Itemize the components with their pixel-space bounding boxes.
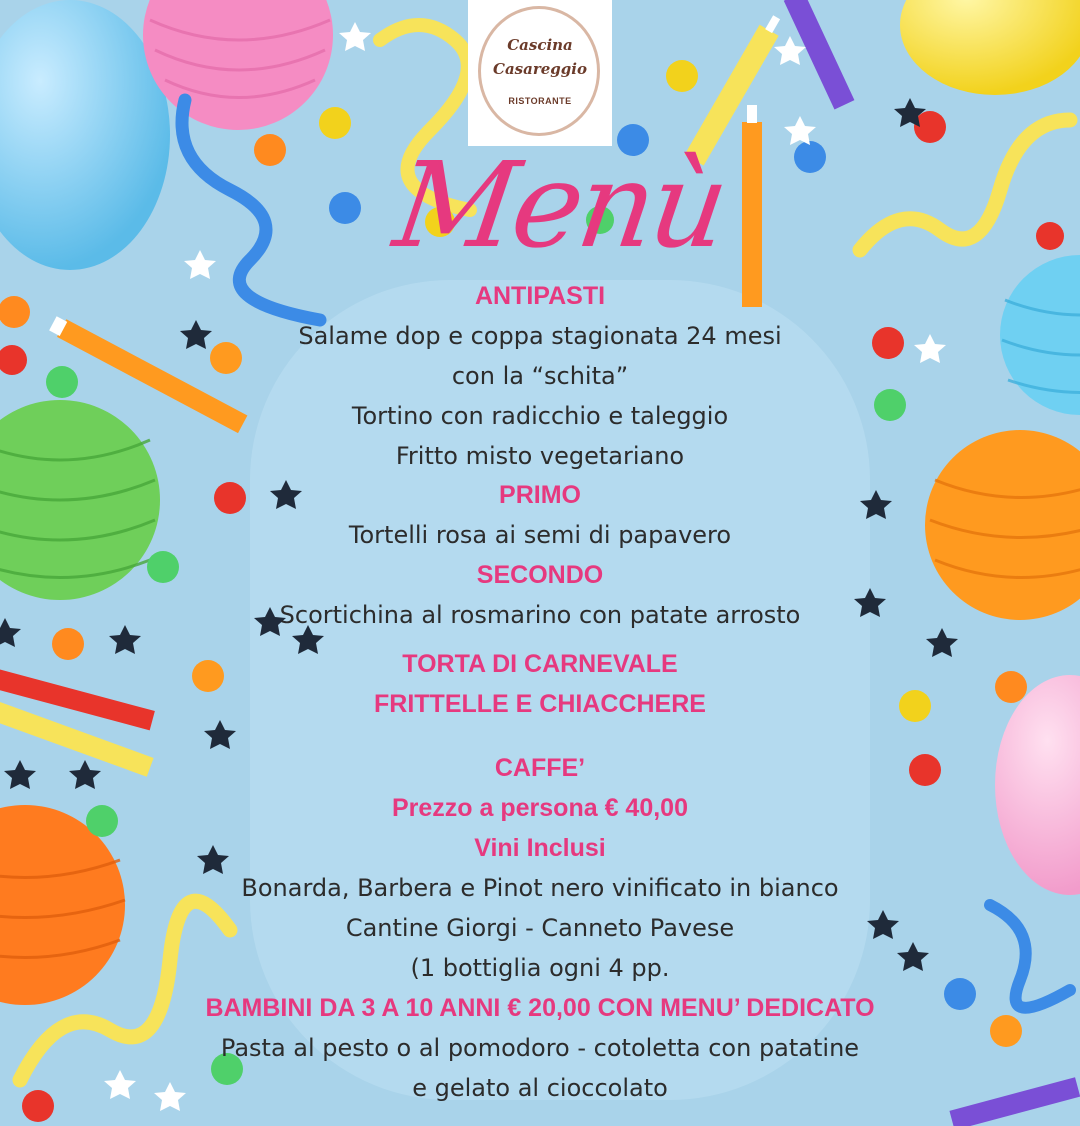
logo-subtitle: RISTORANTE [508,96,572,106]
section-title-antipasti: ANTIPASTI [474,282,606,310]
children-menu-item: e gelato al cioccolato [412,1074,668,1102]
wine-item: (1 bottiglia ogni 4 pp. [410,954,670,982]
section-title-primo: PRIMO [499,481,581,509]
children-menu-item: Pasta al pesto o al pomodoro - cotoletta con patatine [220,1034,860,1062]
wine-item: Cantine Giorgi - Canneto Pavese [345,914,735,942]
logo-name-line2: Casareggio [493,60,587,78]
dessert-item: TORTA DI CARNEVALE [402,650,678,678]
menu-headline: Menù [386,136,734,274]
antipasti-item: Salame dop e coppa stagionata 24 mesi [298,322,782,350]
coffee-line: CAFFE’ [494,754,586,782]
dessert-item: FRITTELLE E CHIACCHERE [374,690,706,718]
antipasti-item: con la “schita” [451,362,629,390]
secondo-item: Scortichina al rosmarino con patate arrosto [279,601,801,629]
wine-item: Bonarda, Barbera e Pinot nero vinificato in bianco [241,874,839,902]
price-per-person: Prezzo a persona € 40,00 [392,794,688,822]
antipasti-item: Tortino con radicchio e taleggio [351,402,729,430]
logo-name-line1: Cascina [507,36,573,54]
primo-item: Tortelli rosa ai semi di papavero [348,521,732,549]
antipasti-item: Fritto misto vegetariano [395,442,685,470]
section-title-children: BAMBINI DA 3 A 10 ANNI € 20,00 CON MENU’ DEDICATO [205,994,875,1022]
section-title-wines: Vini Inclusi [474,834,606,862]
section-title-secondo: SECONDO [476,561,604,589]
